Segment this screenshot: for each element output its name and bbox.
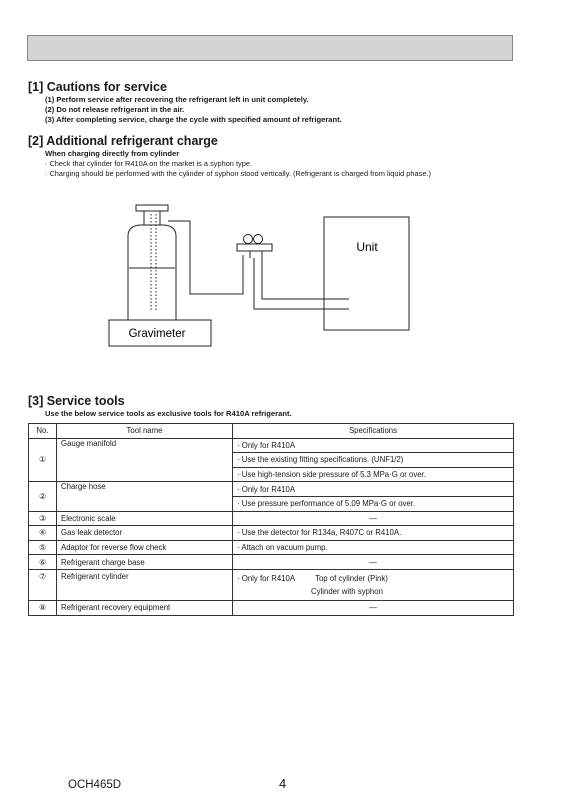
section-2-heading: [2] Additional refrigerant charge (28, 134, 218, 148)
caution-item-3: (3) After completing service, charge the cycle with specified amount of refrigerant. (45, 115, 342, 124)
row-no: ④ (29, 526, 57, 541)
note-1-text: Check that cylinder for R410A on the market is a syphon type. (49, 159, 252, 168)
refrigerant-cylinder (128, 205, 176, 320)
caution-item-1: (1) Perform service after recovering the refrigerant left in unit completely. (45, 95, 309, 104)
row-spec: · Use the detector for R134a, R407C or R410A. (233, 526, 514, 541)
gauge-manifold (237, 235, 272, 259)
service-tools-table (28, 423, 514, 616)
table-row (29, 555, 514, 570)
row-tool-name: Refrigerant charge base (57, 555, 233, 570)
table-row (29, 511, 514, 526)
row-no: ② (29, 482, 57, 511)
row-spec: · Only for R410A (237, 573, 296, 583)
row-tool-name: Refrigerant cylinder (57, 569, 233, 600)
row-spec: · Only for R410A (233, 482, 514, 497)
note-2-text: Charging should be performed with the cylinder of syphon stood vertically. (Refrigerant is charged from liquid phase.) (49, 169, 431, 178)
table-row (29, 600, 514, 615)
row-tool-name: Refrigerant recovery equipment (57, 600, 233, 615)
section-3-heading: [3] Service tools (28, 394, 125, 408)
row-spec: · Use high-tension side pressure of 5.3 MPa·G or over. (233, 467, 514, 482)
row-spec: Top of cylinder (Pink) (315, 573, 388, 583)
row-spec: — (233, 600, 514, 615)
table-header-row (29, 424, 514, 439)
bullet: · (45, 169, 48, 178)
row-no: ⑧ (29, 600, 57, 615)
row-spec: · Only for R410A (233, 438, 514, 453)
row-no: ① (29, 438, 57, 482)
section-1-heading: [1] Cautions for service (28, 80, 167, 94)
row-no: ⑦ (29, 569, 57, 600)
col-tool-name: Tool name (57, 424, 233, 439)
gravimeter-label: Gravimeter (128, 328, 186, 340)
caution-item-2: (2) Do not release refrigerant in the air. (45, 105, 185, 114)
row-no: ⑤ (29, 540, 57, 555)
row-spec: · Use the existing fitting specifications. (UNF1/2) (233, 453, 514, 468)
table-row (29, 526, 514, 541)
table-row (29, 438, 514, 453)
row-spec-group (233, 569, 514, 600)
bullet: · (45, 159, 48, 168)
charging-diagram (0, 0, 569, 400)
section-2-subheading: When charging directly from cylinder (45, 149, 180, 158)
unit-label: Unit (356, 240, 378, 254)
row-spec: · Use pressure performance of 5.09 MPa·G or over. (233, 496, 514, 511)
col-specifications: Specifications (233, 424, 514, 439)
section-3-subheading: Use the below service tools as exclusive tools for R410A refrigerant. (45, 409, 292, 418)
row-spec: — (233, 555, 514, 570)
row-spec: — (233, 511, 514, 526)
col-no: No. (29, 424, 57, 439)
charge-hose (168, 221, 243, 294)
table-row (29, 482, 514, 497)
row-tool-name: Adaptor for reverse flow check (57, 540, 233, 555)
row-tool-name: Gauge manifold (57, 438, 233, 482)
row-tool-name: Electronic scale (57, 511, 233, 526)
row-spec: · Attach on vacuum pump. (233, 540, 514, 555)
table-row (29, 569, 514, 600)
unit-box (324, 217, 409, 330)
row-tool-name: Charge hose (57, 482, 233, 511)
row-spec: Cylinder with syphon (311, 586, 383, 596)
row-tool-name: Gas leak detector (57, 526, 233, 541)
table-row (29, 540, 514, 555)
row-no: ③ (29, 511, 57, 526)
document-code: OCH465D (68, 779, 122, 791)
page-number: 4 (279, 776, 287, 791)
row-no: ⑥ (29, 555, 57, 570)
